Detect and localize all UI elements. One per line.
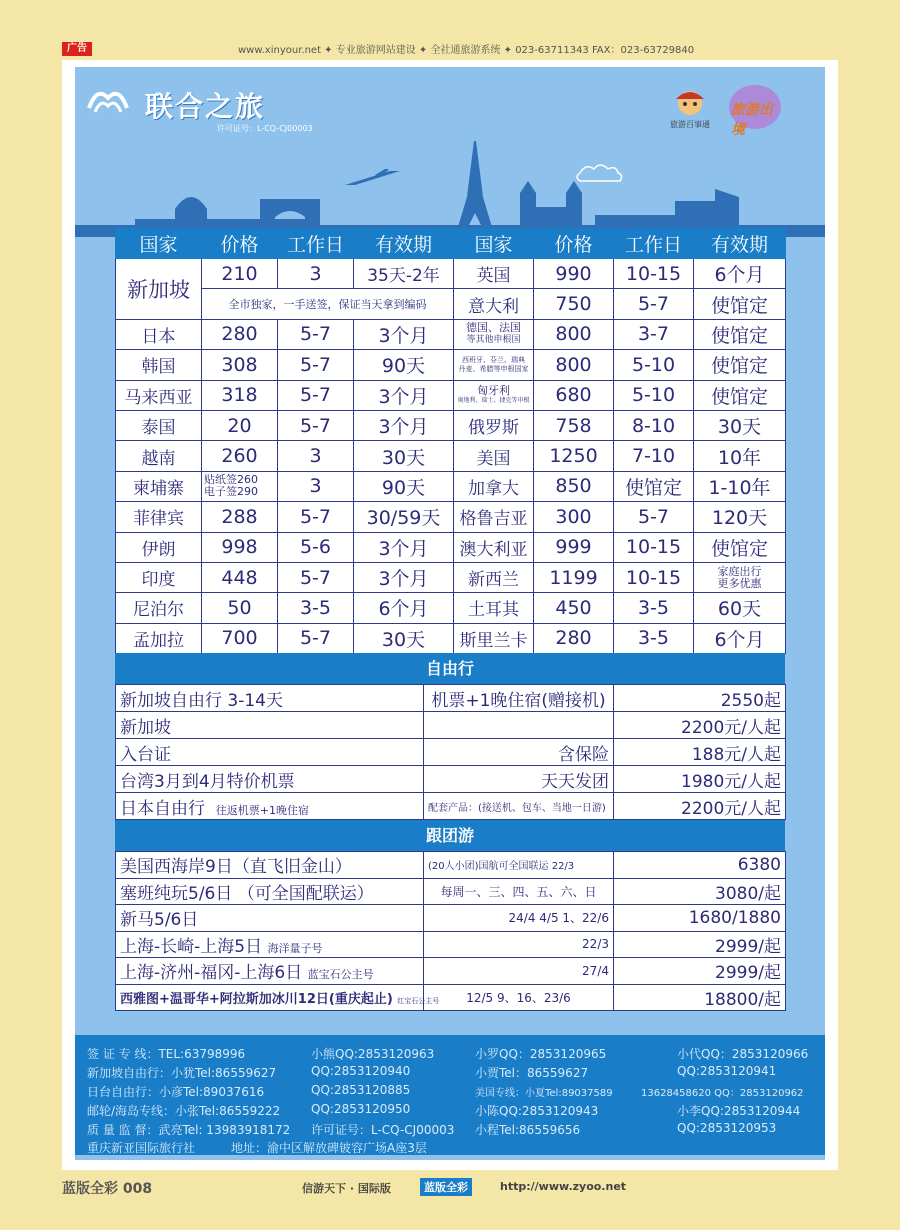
country-line-2: 奥地利、瑞士、捷克等申根 [457, 397, 530, 405]
contact-qq: 小代QQ：2853120966 [677, 1047, 809, 1061]
contact-block [75, 1035, 825, 1155]
page-number: 蓝版全彩 008 [62, 1181, 153, 1197]
product-price: 2200元/人起 [614, 793, 786, 820]
days-cell-2: 8-10 [614, 410, 694, 440]
contact-qq: QQ:2853120885 [311, 1083, 411, 1097]
country-cell-2 [454, 350, 534, 380]
tour-name [116, 878, 424, 905]
ship-name: 海洋量子号 [267, 941, 323, 955]
product-name-text: 日本自由行 [120, 798, 205, 819]
valid-cell-2: 6个月 [694, 623, 786, 653]
uk-country: 英国 [454, 259, 534, 289]
country-cell: 日本 [116, 319, 202, 349]
visa-price-table [115, 228, 786, 654]
product-name [116, 766, 424, 793]
country-cell-2: 加拿大 [454, 471, 534, 501]
days-cell-2: 3-7 [614, 319, 694, 349]
country-line-1: 匈牙利 [477, 384, 510, 398]
price-cell [202, 471, 278, 501]
days-cell: 5-7 [278, 502, 354, 532]
days-cell-2: 3-5 [614, 623, 694, 653]
singapore-valid: 35天-2年 [354, 259, 454, 289]
valid-cell-2: 使馆定 [694, 532, 786, 562]
tour-price: 3080/起 [614, 878, 786, 905]
days-cell-2: 5-10 [614, 350, 694, 380]
valid-cell: 3个月 [354, 410, 454, 440]
product-detail: 含保险 [424, 739, 614, 766]
product-name-text: 新加坡 [120, 717, 171, 738]
tour-name [116, 852, 424, 879]
page-footer [0, 1170, 900, 1230]
price-cell: 260 [202, 441, 278, 471]
days-cell: 3 [278, 441, 354, 471]
tour-price: 18800/起 [614, 984, 786, 1011]
table-row [116, 471, 786, 501]
italy-country: 意大利 [454, 289, 534, 319]
table-row [116, 905, 786, 932]
group-tour-header: 跟团游 [115, 820, 785, 851]
tour-name [116, 931, 424, 958]
contact-quality: 质 量 监 督：武亮Tel: 13983918172 [87, 1123, 291, 1137]
country-cell: 孟加拉 [116, 623, 202, 653]
table-row [116, 350, 786, 380]
days-cell-2: 7-10 [614, 441, 694, 471]
free-travel-header: 自由行 [115, 653, 785, 684]
days-cell: 5-7 [278, 319, 354, 349]
col-validity-2: 有效期 [694, 229, 786, 259]
valid-cell-2: 使馆定 [694, 350, 786, 380]
country-line-2: 等其他申根国 [466, 335, 521, 346]
country-line-1: 西班牙、芬兰、瑞典 [462, 355, 525, 364]
guide-badge [670, 85, 710, 133]
days-cell: 5-7 [278, 562, 354, 592]
product-price: 188元/人起 [614, 739, 786, 766]
group-tour-table [115, 851, 786, 1011]
valid-line-1: 家庭出行 [717, 564, 762, 578]
product-price: 1980元/人起 [614, 766, 786, 793]
country-cell-2: 新西兰 [454, 562, 534, 592]
col-price-2: 价格 [534, 229, 614, 259]
price-cell: 288 [202, 502, 278, 532]
logo-icon [85, 82, 131, 116]
uk-valid: 6个月 [694, 259, 786, 289]
valid-cell: 30天 [354, 441, 454, 471]
col-country: 国家 [116, 229, 202, 259]
valid-cell: 90天 [354, 350, 454, 380]
country-cell: 马来西亚 [116, 380, 202, 410]
guide-badge-label: 旅游百事通 [670, 120, 710, 129]
price-cell: 280 [202, 319, 278, 349]
license-number: 许可证号：L-CQ-CJ00003 [217, 124, 313, 133]
valid-cell-2: 120天 [694, 502, 786, 532]
contact-qq: 13628458620 QQ：2853120962 [641, 1088, 804, 1099]
table-row [116, 410, 786, 440]
contact-qq: QQ:2853120950 [311, 1102, 411, 1116]
italy-days: 5-7 [614, 289, 694, 319]
days-cell: 3 [278, 471, 354, 501]
valid-cell: 3个月 [354, 319, 454, 349]
tour-price: 1680/1880 [614, 905, 786, 932]
price-cell: 20 [202, 410, 278, 440]
tour-price: 6380 [614, 852, 786, 879]
italy-price: 750 [534, 289, 614, 319]
singapore-days: 3 [278, 259, 354, 289]
valid-cell-2: 30天 [694, 410, 786, 440]
days-cell-2: 5-7 [614, 502, 694, 532]
footer-url[interactable]: http://www.zyoo.net [500, 1180, 627, 1193]
days-cell: 3-5 [278, 593, 354, 623]
valid-cell: 30/59天 [354, 502, 454, 532]
price-cell-2: 1250 [534, 441, 614, 471]
tour-dates: (20人小团)国航可全国联运 22/3 [424, 852, 614, 879]
valid-cell: 30天 [354, 623, 454, 653]
product-price: 2550起 [614, 685, 786, 712]
country-cell: 伊朗 [116, 532, 202, 562]
tour-dates: 每周一、三、四、五、六、日 [424, 878, 614, 905]
product-name [116, 739, 424, 766]
country-cell-2: 美国 [454, 441, 534, 471]
price-cell-2: 800 [534, 350, 614, 380]
visa-table-header [116, 229, 786, 259]
days-cell-2: 3-5 [614, 593, 694, 623]
contact-qq: QQ:2853120953 [677, 1121, 777, 1135]
product-detail: 机票+1晚住宿(赠接机) [424, 685, 614, 712]
table-row [116, 562, 786, 592]
table-row [116, 593, 786, 623]
table-row [116, 958, 786, 985]
days-cell-2: 10-15 [614, 562, 694, 592]
country-cell-2: 格鲁吉亚 [454, 502, 534, 532]
contact-qq: QQ:2853120940 [311, 1064, 411, 1078]
valid-cell-2: 10年 [694, 441, 786, 471]
tour-dates: 12/5 9、16、23/6 [424, 984, 614, 1011]
uk-days: 10-15 [614, 259, 694, 289]
col-validity: 有效期 [354, 229, 454, 259]
paris-skyline-illustration [75, 137, 825, 237]
days-cell-2: 5-10 [614, 380, 694, 410]
price-cell: 998 [202, 532, 278, 562]
tour-name [116, 905, 424, 932]
price-cell-2: 800 [534, 319, 614, 349]
table-row [116, 685, 786, 712]
valid-cell-2: 使馆定 [694, 319, 786, 349]
price-cell: 448 [202, 562, 278, 592]
price-line-2: 电子签290 [204, 485, 258, 499]
country-line-2: 丹麦、希腊等申根国家 [458, 364, 529, 373]
days-cell: 5-7 [278, 380, 354, 410]
price-cell: 700 [202, 623, 278, 653]
col-workdays: 工作日 [278, 229, 354, 259]
travel-badge [725, 81, 785, 138]
table-row [116, 878, 786, 905]
valid-cell: 90天 [354, 471, 454, 501]
product-name [116, 793, 424, 820]
table-row [116, 289, 786, 319]
table-row [116, 259, 786, 289]
footer-slogan: 信游天下 · 国际版 [302, 1182, 391, 1195]
singapore-country: 新加坡 [116, 259, 202, 320]
country-cell: 柬埔寨 [116, 471, 202, 501]
valid-cell-2 [694, 562, 786, 592]
country-cell-2: 土耳其 [454, 593, 534, 623]
product-name [116, 685, 424, 712]
tour-dates: 27/4 [424, 958, 614, 985]
ad-inner [75, 67, 825, 1160]
product-detail [424, 712, 614, 739]
days-cell-2: 10-15 [614, 532, 694, 562]
product-sub: 往返机票+1晚住宿 [215, 803, 310, 817]
table-row [116, 623, 786, 653]
table-row [116, 793, 786, 820]
product-name-text: 台湾3月到4月特价机票 [120, 771, 295, 792]
price-cell-2: 680 [534, 380, 614, 410]
valid-cell-2: 使馆定 [694, 380, 786, 410]
price-cell-2: 999 [534, 532, 614, 562]
col-country-2: 国家 [454, 229, 534, 259]
tour-price: 2999/起 [614, 931, 786, 958]
table-row [116, 852, 786, 879]
price-line-1: 贴纸签260 [204, 473, 258, 487]
days-cell: 5-7 [278, 350, 354, 380]
valid-line-2: 更多优惠 [717, 576, 762, 590]
contact-qq: 小陈QQ:2853120943 [475, 1104, 599, 1118]
country-cell-2 [454, 319, 534, 349]
col-workdays-2: 工作日 [614, 229, 694, 259]
tour-dates: 22/3 [424, 931, 614, 958]
italy-valid: 使馆定 [694, 289, 786, 319]
top-bar [0, 0, 900, 58]
price-cell: 50 [202, 593, 278, 623]
tour-name [116, 984, 440, 1011]
country-cell-2: 俄罗斯 [454, 410, 534, 440]
agency-name: 重庆新亚国际旅行社 [87, 1141, 196, 1155]
valid-cell: 3个月 [354, 380, 454, 410]
singapore-price: 210 [202, 259, 278, 289]
price-cell-2: 758 [534, 410, 614, 440]
country-cell: 韩国 [116, 350, 202, 380]
price-cell: 318 [202, 380, 278, 410]
mascot-icon [670, 85, 710, 119]
contact-japan-taiwan: 日台自由行：小彦Tel:89037616 [87, 1085, 265, 1099]
product-name-text: 入台证 [120, 744, 171, 765]
price-cell-2: 1199 [534, 562, 614, 592]
product-price: 2200元/人起 [614, 712, 786, 739]
tour-name-text: 塞班纯玩5/6日 （可全国配联运） [120, 883, 374, 904]
country-cell: 泰国 [116, 410, 202, 440]
tour-name-text: 上海-济州-福冈-上海6日 [120, 963, 303, 984]
table-row [116, 441, 786, 471]
country-cell: 印度 [116, 562, 202, 592]
country-line-1: 德国、法国 [466, 321, 521, 335]
brand-name: 联合之旅 [145, 90, 266, 123]
contact-qq: 小罗QQ：2853120965 [475, 1047, 607, 1061]
price-cell-2: 450 [534, 593, 614, 623]
contact-visa: 签 证 专 线：TEL:63798996 [87, 1047, 246, 1061]
contact-license: 许可证号：L-CQ-CJ00003 [311, 1123, 455, 1137]
tour-name-text: 上海-长崎-上海5日 [120, 936, 263, 957]
country-cell: 越南 [116, 441, 202, 471]
table-row [116, 766, 786, 793]
tour-price: 2999/起 [614, 958, 786, 985]
free-travel-table [115, 684, 786, 820]
product-detail: 天天发团 [424, 766, 614, 793]
product-name-text: 新加坡自由行 3-14天 [120, 690, 283, 711]
valid-cell-2: 1-10年 [694, 471, 786, 501]
contact-tel: 小贾Tel：86559627 [475, 1066, 589, 1080]
col-price: 价格 [202, 229, 278, 259]
contact-usa: 美国专线：小夏Tel:89037589 [475, 1088, 613, 1099]
table-row [116, 739, 786, 766]
contact-qq: 小熊QQ:2853120963 [311, 1047, 435, 1061]
product-detail: 配套产品：(接送机、包车、当地一日游) [424, 793, 614, 820]
price-cell-2: 280 [534, 623, 614, 653]
table-row [116, 931, 786, 958]
valid-cell: 3个月 [354, 532, 454, 562]
table-row [116, 319, 786, 349]
contact-tel: 小程Tel:86559656 [475, 1123, 581, 1137]
ad-tag: 广告 [62, 42, 92, 56]
days-cell: 5-7 [278, 623, 354, 653]
footer-brand: 蓝版全彩 [420, 1178, 472, 1196]
singapore-note: 全市独家，一手送签，保证当天拿到编码 [202, 289, 454, 319]
top-contact-line: www.xinyour.net ✦ 专业旅游网站建设 ✦ 全社通旅游系统 ✦ 023-63711343 FAX：023-63729840 [238, 45, 695, 56]
contact-singapore: 新加坡自由行：小犹Tel:86559627 [87, 1066, 277, 1080]
uk-price: 990 [534, 259, 614, 289]
contact-qq: 小李QQ:2853120944 [677, 1104, 801, 1118]
contact-cruise: 邮轮/海岛专线：小张Tel:86559222 [87, 1104, 281, 1118]
product-name [116, 712, 424, 739]
table-row [116, 984, 786, 1011]
agency-address: 地址：渝中区解放碑铍容广场A座3层 [231, 1141, 427, 1155]
table-row [116, 380, 786, 410]
ad-panel [62, 60, 838, 1170]
days-cell-2: 使馆定 [614, 471, 694, 501]
contact-qq: QQ:2853120941 [677, 1064, 777, 1078]
table-row [116, 712, 786, 739]
price-cell-2: 300 [534, 502, 614, 532]
valid-cell-2: 60天 [694, 593, 786, 623]
tour-name [116, 958, 424, 985]
ship-name: 红宝石公主号 [397, 996, 440, 1005]
country-cell-2: 斯里兰卡 [454, 623, 534, 653]
days-cell: 5-6 [278, 532, 354, 562]
table-row [116, 502, 786, 532]
country-cell: 菲律宾 [116, 502, 202, 532]
price-cell: 308 [202, 350, 278, 380]
valid-cell: 6个月 [354, 593, 454, 623]
tour-name-text: 新马5/6日 [120, 910, 199, 931]
tour-dates: 24/4 4/5 1、22/6 [424, 905, 614, 932]
valid-cell: 3个月 [354, 562, 454, 592]
days-cell: 5-7 [278, 410, 354, 440]
price-cell-2: 850 [534, 471, 614, 501]
country-cell: 尼泊尔 [116, 593, 202, 623]
country-cell-2 [454, 380, 534, 410]
tour-name-text: 西雅图+温哥华+阿拉斯加冰川12日(重庆起止) [120, 991, 393, 1007]
table-row [116, 532, 786, 562]
travel-badge-label: 旅游出境 [731, 102, 773, 138]
ship-name: 蓝宝石公主号 [307, 968, 374, 982]
tour-name-text: 美国西海岸9日（直飞旧金山） [120, 857, 352, 878]
country-cell-2: 澳大利亚 [454, 532, 534, 562]
